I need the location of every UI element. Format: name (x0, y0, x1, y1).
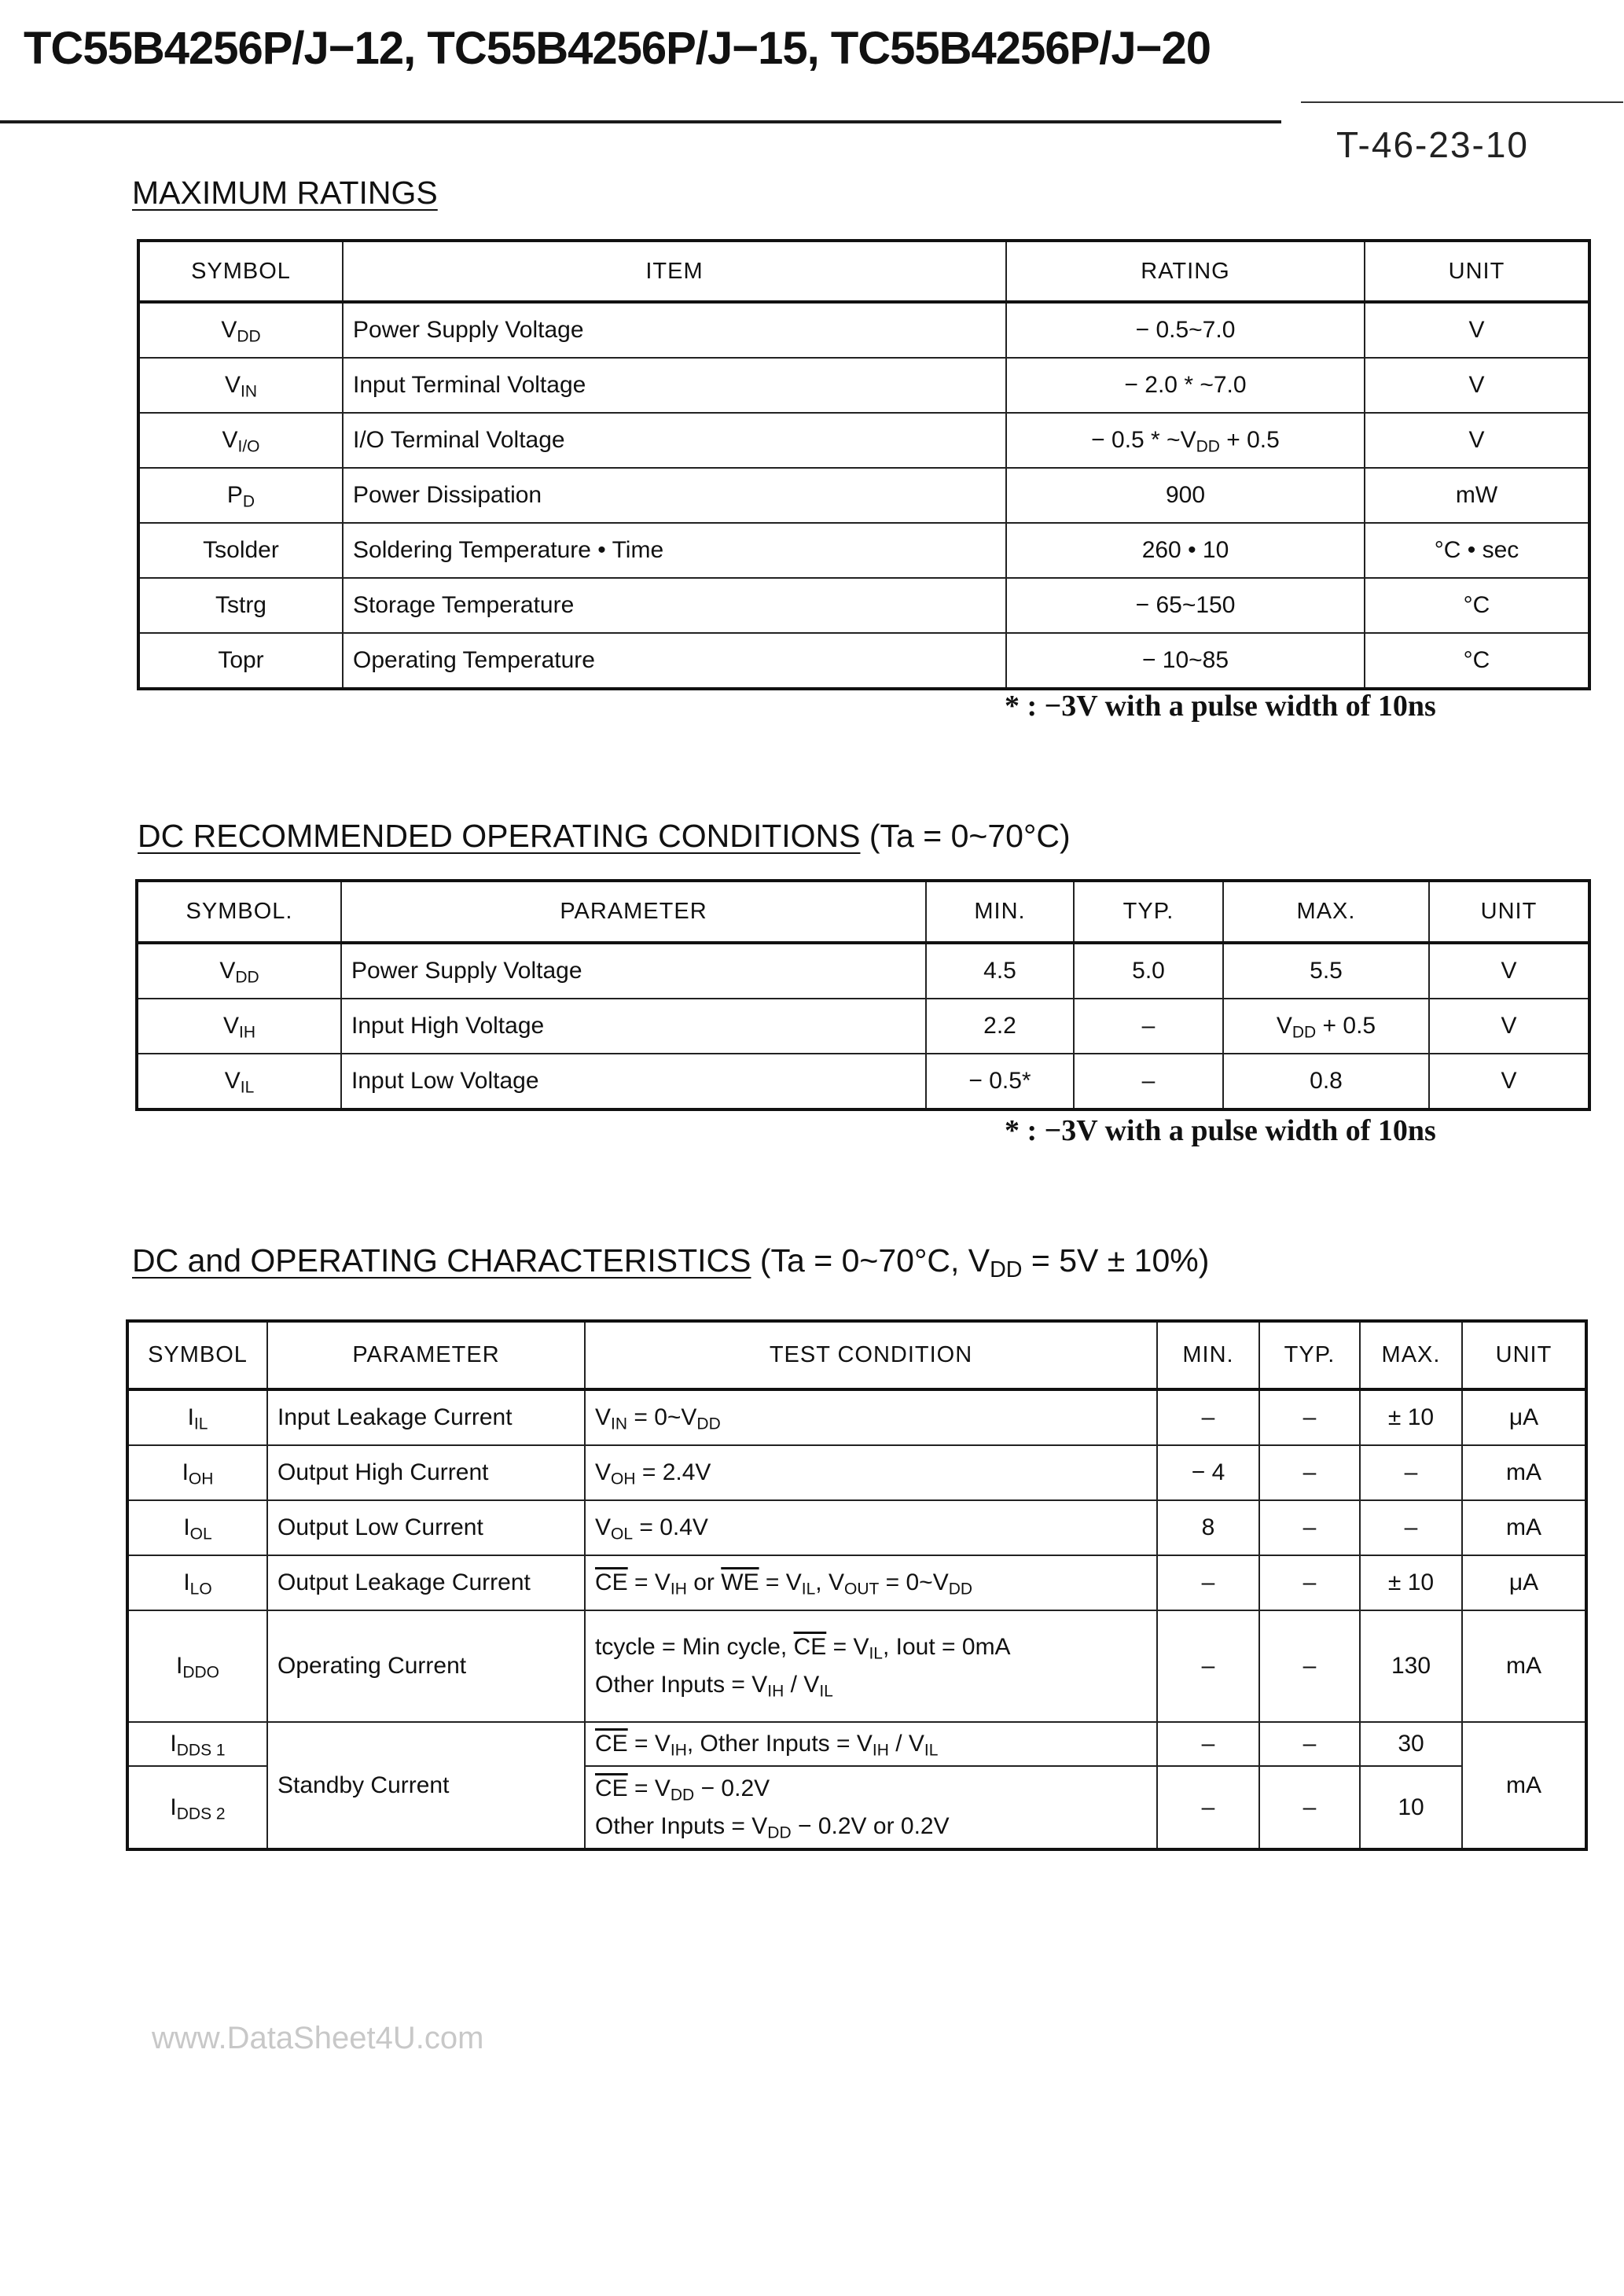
table-row (138, 358, 1589, 413)
max-cell: – (1360, 1445, 1462, 1500)
max-cell: ± 10 (1360, 1389, 1462, 1445)
unit-cell: mW (1365, 468, 1589, 523)
table-row (127, 1555, 1586, 1610)
rating-cell: − 65~150 (1006, 578, 1365, 633)
max-cell: – (1360, 1500, 1462, 1555)
unit-cell: V (1365, 302, 1589, 358)
table-row (138, 523, 1589, 578)
unit-cell: μA (1462, 1555, 1586, 1610)
item-cell: Operating Temperature (343, 633, 1006, 689)
rating-cell: 260 • 10 (1006, 523, 1365, 578)
col-header: MAX. (1223, 881, 1429, 943)
parameter-cell: Output Leakage Current (267, 1555, 585, 1610)
min-cell: – (1157, 1555, 1259, 1610)
min-cell: – (1157, 1766, 1259, 1849)
symbol-cell: $I_{IL}$ (127, 1389, 267, 1445)
test-condition-cell: $\overline{CE} = V_{DD} - 0.2V$ Other Inputs = $V_{DD} - 0.2V$ or 0.2V (585, 1766, 1157, 1849)
unit-cell: μA (1462, 1389, 1586, 1445)
dc-operating-title: DC and OPERATING CHARACTERISTICS (Ta = 0~70°C, $V_{DD} = 5V \pm 10\%$) (132, 1242, 1210, 1283)
rating-cell: − 0.5~7.0 (1006, 302, 1365, 358)
parameter-cell: Output Low Current (267, 1500, 585, 1555)
table-row (138, 302, 1589, 358)
test-condition-cell: $V_{OH} = 2.4V$ (585, 1445, 1157, 1500)
unit-cell: V (1365, 358, 1589, 413)
item-cell: Storage Temperature (343, 578, 1006, 633)
rating-cell: 900 (1006, 468, 1365, 523)
max-cell: 30 (1360, 1722, 1462, 1766)
item-cell: Power Dissipation (343, 468, 1006, 523)
unit-cell: mA (1462, 1500, 1586, 1555)
symbol-cell: $V_{DD}$ (138, 302, 343, 358)
test-condition-cell: $\overline{CE} = V_{IH}$, Other Inputs = $V_{IH} / V_{IL}$ (585, 1722, 1157, 1766)
symbol-cell: $P_D$ (138, 468, 343, 523)
typ-cell: – (1259, 1500, 1360, 1555)
unit-cell: °C (1365, 633, 1589, 689)
typ-cell: – (1259, 1610, 1360, 1722)
parameter-cell: Operating Current (267, 1610, 585, 1722)
table-row (137, 943, 1589, 999)
unit-cell: V (1429, 999, 1589, 1054)
max-ratings-footnote: * : −3V with a pulse width of 10ns (1005, 690, 1436, 723)
table-row (138, 413, 1589, 468)
symbol-cell: Tstrg (138, 578, 343, 633)
item-cell: Power Supply Voltage (343, 302, 1006, 358)
document-number: T-46-23-10 (1336, 124, 1530, 165)
unit-cell: V (1429, 1054, 1589, 1109)
dc-recommended-table (135, 879, 1591, 1111)
col-header: MAX. (1360, 1321, 1462, 1389)
dc-operating-table (126, 1319, 1588, 1851)
min-cell: − 0.5* (926, 1054, 1074, 1109)
item-cell: Input Terminal Voltage (343, 358, 1006, 413)
table-row (138, 468, 1589, 523)
max-cell: 10 (1360, 1766, 1462, 1849)
max-cell: $V_{DD} + 0.5$ (1223, 999, 1429, 1054)
typ-cell: 5.0 (1074, 943, 1223, 999)
typ-cell: – (1259, 1389, 1360, 1445)
col-header: ITEM (343, 241, 1006, 302)
parameter-cell: Standby Current (267, 1722, 585, 1849)
max-ratings-title: MAXIMUM RATINGS (132, 175, 438, 211)
rating-cell: − 2.0 * ~7.0 (1006, 358, 1365, 413)
dc-recommended-footnote: * : −3V with a pulse width of 10ns (1005, 1114, 1436, 1147)
symbol-cell: Topr (138, 633, 343, 689)
table-header-row (137, 881, 1589, 943)
col-header: PARAMETER (267, 1321, 585, 1389)
header-rule-right (1301, 101, 1623, 103)
col-header: MIN. (1157, 1321, 1259, 1389)
symbol-cell: $I_{DDS 1}$ (127, 1722, 267, 1766)
symbol-cell: $I_{DDS 2}$ (127, 1766, 267, 1849)
dc-recommended-title: DC RECOMMENDED OPERATING CONDITIONS (Ta = 0~70°C) (138, 818, 1071, 854)
item-cell: Soldering Temperature • Time (343, 523, 1006, 578)
max-ratings-table (137, 239, 1591, 690)
rating-cell: − 10~85 (1006, 633, 1365, 689)
table-row (127, 1389, 1586, 1445)
table-row (137, 1054, 1589, 1109)
parameter-cell: Input Leakage Current (267, 1389, 585, 1445)
typ-cell: – (1259, 1722, 1360, 1766)
col-header: UNIT (1462, 1321, 1586, 1389)
parameter-cell: Power Supply Voltage (341, 943, 926, 999)
col-header: SYMBOL. (137, 881, 341, 943)
watermark: www.DataSheet4U.com (152, 2021, 484, 2055)
rating-cell: − $0.5 * \sim V_{DD} + 0.5$ (1006, 413, 1365, 468)
test-condition-cell: $V_{IN}$ = $0\sim V_{DD}$ (585, 1389, 1157, 1445)
unit-cell: V (1429, 943, 1589, 999)
parameter-cell: Input Low Voltage (341, 1054, 926, 1109)
symbol-cell: Tsolder (138, 523, 343, 578)
col-header: MIN. (926, 881, 1074, 943)
typ-cell: – (1259, 1766, 1360, 1849)
item-cell: I/O Terminal Voltage (343, 413, 1006, 468)
parameter-cell: Output High Current (267, 1445, 585, 1500)
table-row (138, 578, 1589, 633)
unit-cell: mA (1462, 1445, 1586, 1500)
col-header: SYMBOL (138, 241, 343, 302)
table-row (127, 1610, 1586, 1722)
min-cell: – (1157, 1722, 1259, 1766)
col-header: SYMBOL (127, 1321, 267, 1389)
min-cell: – (1157, 1610, 1259, 1722)
unit-cell: °C • sec (1365, 523, 1589, 578)
unit-cell: V (1365, 413, 1589, 468)
col-header: PARAMETER (341, 881, 926, 943)
table-row (137, 999, 1589, 1054)
col-header: UNIT (1365, 241, 1589, 302)
symbol-cell: $I_{LO}$ (127, 1555, 267, 1610)
min-cell: 8 (1157, 1500, 1259, 1555)
symbol-cell: $V_{IN}$ (138, 358, 343, 413)
symbol-cell: $V_{DD}$ (137, 943, 341, 999)
table-row (127, 1500, 1586, 1555)
min-cell: 2.2 (926, 999, 1074, 1054)
typ-cell: – (1074, 999, 1223, 1054)
table-header-row (138, 241, 1589, 302)
col-header: RATING (1006, 241, 1365, 302)
symbol-cell: $I_{OH}$ (127, 1445, 267, 1500)
test-condition-cell: $\overline{CE} = V_{IH}$ or $\overline{WE} = V_{IL}$, $V_{OUT}$ = $0\sim V_{DD}$ (585, 1555, 1157, 1610)
symbol-cell: $V_{I/O}$ (138, 413, 343, 468)
test-condition-cell: $V_{OL} = 0.4V$ (585, 1500, 1157, 1555)
col-header: TEST CONDITION (585, 1321, 1157, 1389)
header-rule (0, 120, 1281, 123)
min-cell: 4.5 (926, 943, 1074, 999)
symbol-cell: $I_{OL}$ (127, 1500, 267, 1555)
symbol-cell: $V_{IL}$ (137, 1054, 341, 1109)
typ-cell: – (1074, 1054, 1223, 1109)
typ-cell: – (1259, 1555, 1360, 1610)
max-cell: 130 (1360, 1610, 1462, 1722)
table-header-row (127, 1321, 1586, 1389)
col-header: TYP. (1259, 1321, 1360, 1389)
max-cell: 5.5 (1223, 943, 1429, 999)
table-row (127, 1722, 1586, 1766)
col-header: TYP. (1074, 881, 1223, 943)
table-row (127, 1445, 1586, 1500)
parameter-cell: Input High Voltage (341, 999, 926, 1054)
symbol-cell: $I_{DDO}$ (127, 1610, 267, 1722)
max-cell: ± 10 (1360, 1555, 1462, 1610)
min-cell: – (1157, 1389, 1259, 1445)
table-row (138, 633, 1589, 689)
typ-cell: – (1259, 1445, 1360, 1500)
test-condition-cell: tcycle = Min cycle, $\overline{CE} = V_{IL}$, Iout = 0mA Other Inputs = $V_{IH} / V_{IL}$ (585, 1610, 1157, 1722)
unit-cell: °C (1365, 578, 1589, 633)
col-header: UNIT (1429, 881, 1589, 943)
document-title: TC55B4256P/J−12, TC55B4256P/J−15, TC55B4256P/J−20 (24, 23, 1211, 74)
max-cell: 0.8 (1223, 1054, 1429, 1109)
symbol-cell: $V_{IH}$ (137, 999, 341, 1054)
unit-cell: mA (1462, 1610, 1586, 1722)
min-cell: − 4 (1157, 1445, 1259, 1500)
unit-cell: mA (1462, 1722, 1586, 1849)
